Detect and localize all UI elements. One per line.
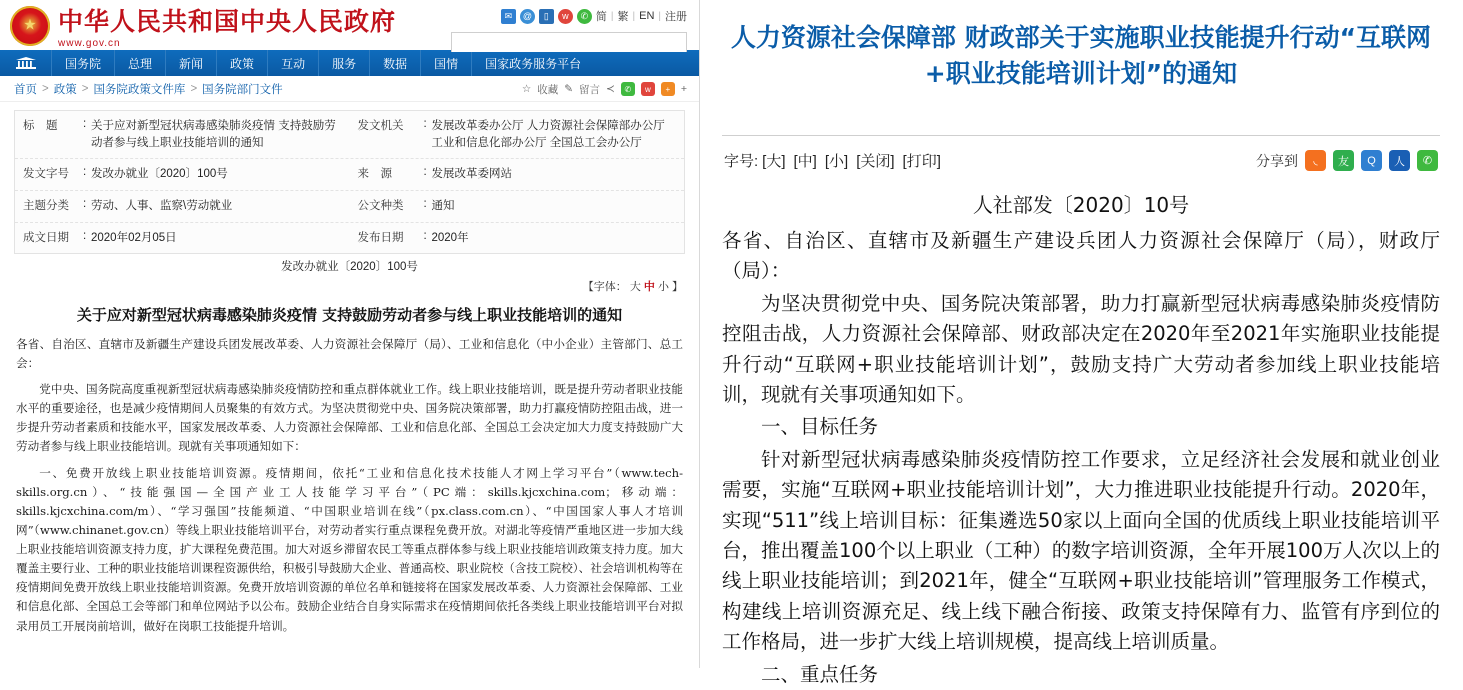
comment-label[interactable]: 留言 [579, 83, 601, 96]
meta-label: 发文机关 [357, 120, 404, 132]
font-size-medium[interactable]: [中] [793, 153, 817, 170]
meta-label: 发文字号 [23, 168, 69, 181]
page-tools [522, 76, 687, 102]
font-size-label: 【字体： [582, 281, 627, 294]
font-size-large[interactable]: 大 [629, 281, 641, 294]
meta-row [15, 159, 684, 191]
wechat-icon[interactable]: ✆ [1417, 150, 1438, 171]
meta-label: 标 题 [23, 120, 58, 132]
colon: : [83, 198, 87, 211]
header-utility-area [447, 8, 687, 52]
header-links [501, 8, 687, 24]
meta-value: 发展改革委网站 [431, 168, 512, 181]
meta-row [15, 191, 684, 223]
font-size-tail: 】 [672, 281, 683, 294]
font-size-small[interactable]: [小] [824, 153, 849, 170]
page-title: 人力资源社会保障部 财政部关于实施职业技能提升行动“互联网+职业技能培训计划”的通知 [730, 23, 1432, 88]
chevron-right-icon: > [190, 82, 198, 95]
article-paragraph: 各省、自治区、直辖市及新疆生产建设兵团发展改革委、人力资源社会保障厅（局）、工业和信息化（中小企业）主管部门、总工会： [16, 336, 683, 370]
share-label: 分享到 [1256, 152, 1298, 169]
comment-icon[interactable]: ✎ [564, 83, 574, 95]
at-icon[interactable]: @ [520, 9, 535, 24]
font-size-large[interactable]: [大] [762, 153, 786, 170]
meta-label: 来 源 [357, 168, 392, 181]
meta-source-cell [350, 159, 685, 190]
breadcrumb [0, 76, 699, 102]
more-share-icon[interactable]: + [661, 82, 675, 96]
mail-icon[interactable]: ✉ [501, 9, 516, 24]
document-number: 发改办就业〔2020〕100号 [281, 261, 418, 274]
document-number: 人社部发〔2020〕10号 [972, 193, 1190, 217]
article-detail-page [700, 0, 1462, 686]
nav-item-0[interactable]: 国务院 [52, 50, 115, 76]
mobile-icon[interactable]: ▯ [539, 9, 554, 24]
nav-item-7[interactable]: 国情 [421, 50, 472, 76]
article-paragraph: 一、免费开放线上职业技能培训资源。疫情期间，依托“工业和信息化技术技能人才网上学习平台”（www.tech-skills.org.cn）、“技能强国—全国产业工人技能学习平台”（PC端：skills.kjcxchina.com；移动端：skills.kjcxchina.com/m）、“学习强国”技能频道、“中国职业培训在线”（px.class.com.cn）、“中国国家人事人才培训网”（www.chinanet.gov.cn）等线上职业技能培训平台，对劳动者实行重点课程免费开放。对湖北等疫情严重地区进一步加大线上职业技能培训资源支持力度，扩大课程免费范围。加大对返乡滞留农民工等重点群体参与线上职业技能培训政策支持力度。加大覆盖主要行业、工种的职业技能培训课程资源供给，积极引导鼓励大企业、普通高校、职业院校（含技工院校）、社会培训机构等在疫情期间免费开放线上职业技能培训资源。免费开放培训资源的单位名单和链接将在国家发展改革委、人力资源社会保障部、工业和信息化部、全国总工会等部门和单位网站予以公布。鼓励企业结合自身实际需求在疫情期间依托各类线上职业技能培训平台对拟录用员工开展岗前培训，做好在岗职工技能提升培训。 [16, 465, 683, 633]
weibo-share-icon[interactable]: w [641, 82, 655, 96]
divider: | [658, 10, 661, 22]
breadcrumb-item-0[interactable]: 首页 [14, 83, 37, 96]
meta-value: 发改办就业〔2020〕100号 [91, 168, 228, 181]
weibo-icon[interactable]: w [558, 9, 573, 24]
article-title: 关于应对新型冠状病毒感染肺炎疫情 支持鼓励劳动者参与线上职业技能培训的通知 [76, 306, 623, 325]
qzone-icon[interactable]: 友 [1333, 150, 1354, 171]
colon: : [423, 229, 427, 242]
meta-signdate-cell [15, 223, 350, 254]
meta-publishdate-cell [350, 223, 685, 254]
close-button[interactable]: [关闭] [856, 153, 895, 170]
nav-item-2[interactable]: 新闻 [166, 50, 217, 76]
nav-item-3[interactable]: 政策 [217, 50, 268, 76]
wechat-icon[interactable]: ✆ [577, 9, 592, 24]
gov-portal-page [0, 0, 700, 668]
article-paragraph: 为坚决贯彻党中央、国务院决策部署，助力打赢新型冠状病毒感染肺炎疫情防控阻击战，人力资源社会保障部、财政部决定在2020年至2021年实施职业技能提升行动“互联网+职业技能培训计划”，鼓励支持广大劳动者参加线上职业技能培训，现就有关事项通知如下。 [722, 291, 1440, 407]
main-nav [0, 50, 699, 76]
meta-category-cell [15, 191, 350, 222]
chevron-right-icon: > [81, 82, 89, 95]
site-title: 中华人民共和国中央人民政府 [58, 7, 397, 36]
favorite-label[interactable]: 收藏 [537, 83, 559, 96]
meta-title-cell [15, 111, 350, 158]
breadcrumb-item-3[interactable]: 国务院部门文件 [202, 83, 283, 96]
divider: | [610, 10, 614, 22]
register-link[interactable]: 注册 [665, 11, 687, 23]
article-paragraph: 党中央、国务院高度重视新型冠状病毒感染肺炎疫情防控和重点群体就业工作。线上职业技能培训，既是提升劳动者职业技能水平的重要途径，也是减少疫情期间人员聚集的有效方式。为坚决贯彻党中央、国务院决策部署，助力打赢疫情防控阻击战，进一步提升劳动者素质和技能水平，国家发展改革委、人力资源社会保障部、工业和信息化部、全国总工会决定加大力度支持鼓励广大劳动者参与线上职业技能培训。现就有关事项通知如下： [16, 382, 683, 454]
meta-label: 主题分类 [23, 200, 69, 213]
breadcrumb-item-2[interactable]: 国务院政策文件库 [93, 83, 186, 96]
article-paragraph: 针对新型冠状病毒感染肺炎疫情防控工作要求，立足经济社会发展和就业创业需要，实施“互联网+职业技能培训计划”，大力推进职业技能提升行动。2020年，实现“511”线上培训目标：征集遴选50家以上面向全国的优质线上职业技能培训平台，推出覆盖100个以上职业（工种）的数字培训资源，全年开展100万人次以上的线上职业技能培训；到2021年，健全“互联网+职业技能培训”管理服务工作模式，构建线上培训资源充足、线上线下融合衔接、政策支持保障有力、监管有序到位的工作格局，进一步扩大线上培训规模，提高线上培训质量。 [722, 447, 1440, 654]
nav-item-1[interactable]: 总理 [115, 50, 166, 76]
lang-link-english[interactable]: EN [639, 10, 655, 22]
nav-item-5[interactable]: 服务 [319, 50, 370, 76]
article-section-heading: 一、目标任务 [761, 415, 879, 439]
qq-icon[interactable]: Q [1361, 150, 1382, 171]
meta-issuer-cell [350, 111, 685, 158]
meta-label: 公文种类 [357, 200, 404, 213]
article-body [0, 333, 699, 636]
meta-value: 劳动、人事、监察\劳动就业 [91, 200, 233, 213]
breadcrumb-item-1[interactable]: 政策 [53, 83, 77, 96]
colon: : [83, 229, 87, 242]
document-meta-card [14, 110, 685, 254]
colon: : [423, 166, 427, 179]
plus-icon[interactable]: + [680, 83, 687, 95]
colon: : [423, 198, 427, 211]
site-header [0, 0, 699, 50]
meta-label: 成文日期 [23, 231, 69, 244]
meta-doctype-cell [350, 191, 685, 222]
meta-row [15, 111, 684, 159]
nav-item-4[interactable]: 互动 [268, 50, 319, 76]
print-button[interactable]: [打印] [902, 153, 941, 170]
font-size-medium[interactable]: 中 [643, 281, 655, 294]
meta-row [15, 223, 684, 254]
meta-value: 2020年02月05日 [91, 231, 177, 244]
home-icon[interactable] [0, 50, 52, 76]
rss-icon[interactable]: ◟ [1305, 150, 1326, 171]
meta-value: 2020年 [431, 231, 469, 244]
search-box[interactable] [451, 32, 687, 52]
favorite-star-icon[interactable]: ☆ [521, 83, 532, 95]
meta-label: 发布日期 [357, 231, 404, 244]
colon: : [83, 166, 87, 179]
chevron-right-icon: > [42, 82, 49, 95]
nav-item-6[interactable]: 数据 [370, 50, 421, 76]
search-input[interactable] [452, 34, 686, 52]
colon: : [83, 118, 87, 130]
article-toolbar [722, 136, 1440, 183]
site-domain: www.gov.cn [58, 37, 121, 49]
lang-link-simplified[interactable]: 简 [595, 11, 607, 23]
article-paragraph: 各省、自治区、直辖市及新疆生产建设兵团人力资源社会保障厅（局），财政厅（局）： [722, 229, 1440, 283]
share-icon[interactable]: ≺ [606, 83, 615, 95]
meta-value: 关于应对新型冠状病毒感染肺炎疫情 支持鼓励劳动者参与线上职业技能培训的通知 [91, 120, 336, 149]
lang-link-traditional[interactable]: 繁 [617, 11, 629, 23]
nav-item-8[interactable]: 国家政务服务平台 [485, 56, 582, 71]
wechat-share-icon[interactable]: ✆ [621, 82, 635, 96]
article-section-heading: 二、重点任务 [761, 662, 879, 686]
renren-icon[interactable]: 人 [1389, 150, 1410, 171]
share-area [1256, 150, 1438, 171]
article-body [722, 226, 1440, 690]
font-size-label: 字号: [724, 153, 759, 170]
colon: : [423, 118, 427, 130]
meta-docnum-cell [15, 159, 350, 190]
font-size-control [0, 276, 699, 294]
divider: | [632, 10, 636, 22]
national-emblem-icon [10, 6, 50, 46]
meta-value: 通知 [431, 200, 455, 213]
meta-value: 发展改革委办公厅 人力资源社会保障部办公厅 工业和信息化部办公厅 全国总工会办公厅 [431, 120, 665, 149]
font-size-small[interactable]: 小 [657, 281, 669, 294]
